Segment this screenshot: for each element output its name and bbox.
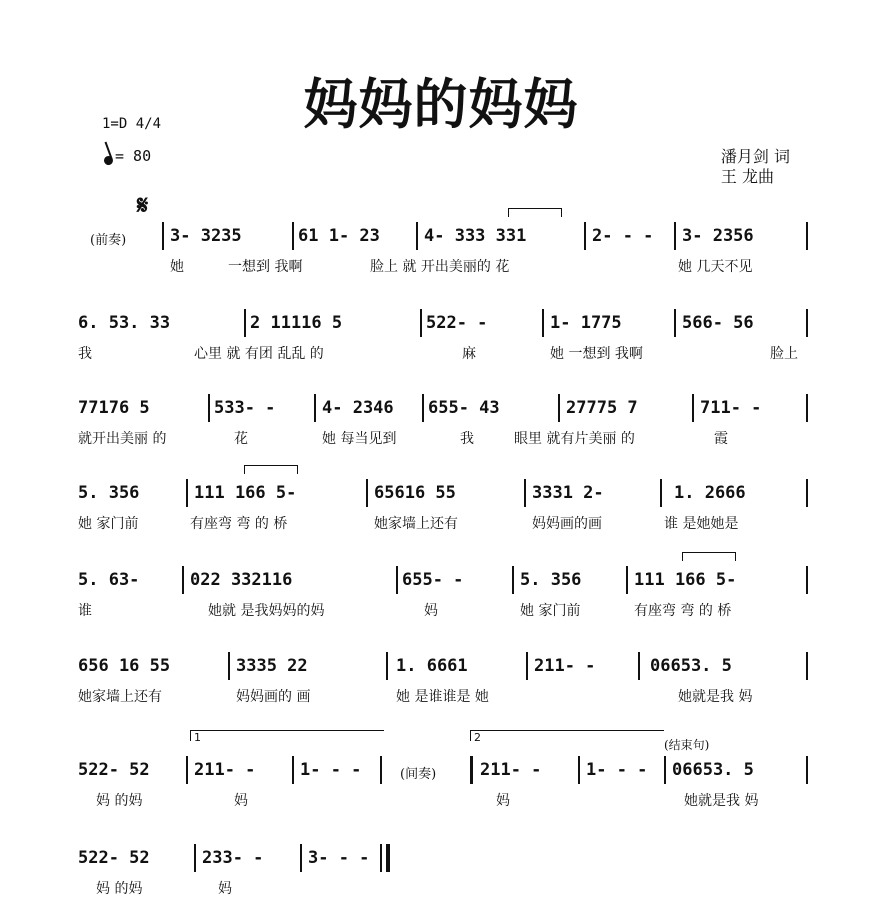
key-signature: 1=D 4/4	[102, 116, 162, 132]
notes-line	[78, 398, 808, 424]
lyric: 她	[170, 259, 184, 275]
barline	[422, 394, 424, 422]
measure: 111 166 5-	[194, 483, 297, 503]
score-line-1	[78, 226, 808, 286]
measure: 61 1- 23	[298, 226, 380, 246]
score-line-2	[78, 313, 808, 373]
lyric: 眼里 就有片美丽 的	[514, 431, 635, 447]
measure: 1- - -	[300, 760, 362, 780]
measure: 111 166 5-	[634, 570, 737, 590]
lyricist: 潘月剑 词	[720, 147, 790, 166]
barline	[386, 652, 388, 680]
measure: 211- -	[480, 760, 542, 780]
barline	[558, 394, 560, 422]
barline	[182, 566, 184, 594]
score-line-6	[78, 656, 808, 716]
measure: 655- -	[402, 570, 464, 590]
lyrics-line	[78, 428, 808, 448]
barline	[186, 756, 188, 784]
barline	[366, 479, 368, 507]
measure: 711- -	[700, 398, 762, 418]
measure: 2- - -	[592, 226, 654, 246]
lyrics-line	[78, 600, 808, 620]
measure: 3- 3235	[170, 226, 242, 246]
barline	[300, 844, 302, 872]
measure: 022 332116	[190, 570, 293, 590]
measure: 211- -	[534, 656, 596, 676]
score-line-5	[78, 570, 808, 630]
lyric: 心里 就 有团 乱乱 的	[194, 346, 324, 362]
barline	[526, 652, 528, 680]
measure: 566- 56	[682, 313, 754, 333]
measure: 1. 6661	[396, 656, 468, 676]
repeat-barline	[470, 756, 473, 784]
barline	[524, 479, 526, 507]
barline	[380, 756, 382, 784]
barline	[674, 309, 676, 337]
measure: 1- - -	[586, 760, 648, 780]
lyric: 麻	[462, 346, 476, 362]
lyric: 花	[234, 431, 248, 447]
interlude-label: (间奏)	[400, 767, 437, 782]
lyric: 妈 的妈	[96, 793, 143, 809]
barline	[194, 844, 196, 872]
lyrics-line	[78, 256, 808, 276]
lyric: 妈	[496, 793, 510, 809]
measure: 06653. 5	[672, 760, 754, 780]
notes-line	[78, 656, 808, 682]
quarter-note-icon	[103, 155, 115, 167]
prelude-label: (前奏)	[90, 233, 127, 248]
lyric: 我	[78, 346, 92, 362]
lyric: 谁	[78, 603, 92, 619]
measure: 5. 356	[520, 570, 582, 590]
lyric: 妈	[218, 881, 232, 897]
lyric: 有座弯 弯 的 桥	[634, 603, 732, 619]
barline	[806, 222, 808, 250]
measure: 3335 22	[236, 656, 308, 676]
lyric: 我	[460, 431, 474, 447]
score-line-4	[78, 483, 808, 543]
barline	[806, 652, 808, 680]
lyrics-line	[78, 878, 808, 898]
notes-line	[78, 313, 808, 339]
measure: 5. 63-	[78, 570, 140, 590]
lyric: 就开出美丽 的	[78, 431, 167, 447]
barline	[664, 756, 666, 784]
notes-line	[78, 226, 808, 252]
measure: 06653. 5	[650, 656, 732, 676]
lyric: 妈妈画的 画	[236, 689, 311, 705]
measure: 522- 52	[78, 848, 150, 868]
measure: 65616 55	[374, 483, 456, 503]
barline	[162, 222, 164, 250]
final-barline	[386, 844, 390, 872]
barline	[208, 394, 210, 422]
measure: 1. 2666	[674, 483, 746, 503]
lyric: 她家墙上还有	[374, 516, 458, 532]
barline	[416, 222, 418, 250]
measure: 3- - -	[308, 848, 370, 868]
barline	[660, 479, 662, 507]
barline	[228, 652, 230, 680]
lyric: 她就 是我妈妈的妈	[208, 603, 325, 619]
measure: 6. 53. 33	[78, 313, 171, 333]
barline	[638, 652, 640, 680]
barline	[806, 309, 808, 337]
barline	[674, 222, 676, 250]
lyrics-line	[78, 790, 808, 810]
measure: 233- -	[202, 848, 264, 868]
tempo-value: = 80	[115, 147, 152, 165]
lyric: 她 每当见到	[322, 431, 397, 447]
lyric: 她 家门前	[520, 603, 581, 619]
barline	[626, 566, 628, 594]
lyric: 她 几天不见	[678, 259, 753, 275]
score-line-8	[78, 848, 808, 908]
lyric: 她就是我 妈	[684, 793, 759, 809]
first-ending-bracket: 1	[190, 730, 384, 741]
barline	[420, 309, 422, 337]
notes-line	[78, 570, 808, 596]
coda-label: (结束句)	[664, 738, 710, 752]
lyric: 妈 的妈	[96, 881, 143, 897]
barline	[692, 394, 694, 422]
lyrics-line	[78, 343, 808, 363]
lyric: 霞	[714, 431, 728, 447]
measure: 3331 2-	[532, 483, 604, 503]
lyric: 妈	[234, 793, 248, 809]
score-line-7	[78, 731, 808, 820]
barline	[292, 756, 294, 784]
lyric: 一想到 我啊	[228, 259, 303, 275]
tempo-marking	[104, 147, 151, 165]
barline	[380, 844, 382, 872]
notes-line	[78, 483, 808, 509]
credits	[721, 147, 790, 187]
lyric: 脸上	[770, 346, 798, 362]
barline	[806, 566, 808, 594]
measure: 77176 5	[78, 398, 150, 418]
barline	[806, 479, 808, 507]
score-line-3	[78, 398, 808, 458]
lyric: 她家墙上还有	[78, 689, 162, 705]
second-ending-bracket: 2	[470, 730, 664, 741]
barline	[314, 394, 316, 422]
measure: 4- 333 331	[424, 226, 527, 246]
triplet-bracket	[682, 552, 736, 561]
measure: 4- 2346	[322, 398, 394, 418]
measure: 3- 2356	[682, 226, 754, 246]
segno-icon: 𝄋	[137, 191, 149, 221]
barline	[396, 566, 398, 594]
barline	[292, 222, 294, 250]
notes-line	[78, 848, 808, 874]
measure: 5. 356	[78, 483, 140, 503]
lyric: 她 是谁谁是 她	[396, 689, 489, 705]
triplet-bracket	[508, 208, 562, 217]
lyric: 有座弯 弯 的 桥	[190, 516, 288, 532]
triplet-bracket	[244, 465, 298, 474]
lyric: 她 家门前	[78, 516, 139, 532]
barline	[578, 756, 580, 784]
barline	[512, 566, 514, 594]
lyric: 谁 是她她是	[664, 516, 739, 532]
notes-line	[78, 760, 808, 786]
measure: 533- -	[214, 398, 276, 418]
measure: 211- -	[194, 760, 256, 780]
measure: 1- 1775	[550, 313, 622, 333]
lyric: 脸上 就 开出美丽的 花	[370, 259, 510, 275]
measure: 522- 52	[78, 760, 150, 780]
song-title: 妈妈的妈妈	[303, 73, 579, 136]
measure: 656 16 55	[78, 656, 171, 676]
lyric: 妈妈画的画	[532, 516, 602, 532]
barline	[806, 756, 808, 784]
measure: 655- 43	[428, 398, 500, 418]
lyric: 她就是我 妈	[678, 689, 753, 705]
lyrics-line	[78, 686, 808, 706]
barline	[186, 479, 188, 507]
barline	[584, 222, 586, 250]
lyric: 她 一想到 我啊	[550, 346, 643, 362]
lyric: 妈	[424, 603, 438, 619]
barline	[806, 394, 808, 422]
lyrics-line	[78, 513, 808, 533]
barline	[542, 309, 544, 337]
measure: 27775 7	[566, 398, 638, 418]
measure: 522- -	[426, 313, 488, 333]
measure: 2 11116 5	[250, 313, 343, 333]
composer: 王 龙曲	[720, 167, 774, 186]
barline	[244, 309, 246, 337]
